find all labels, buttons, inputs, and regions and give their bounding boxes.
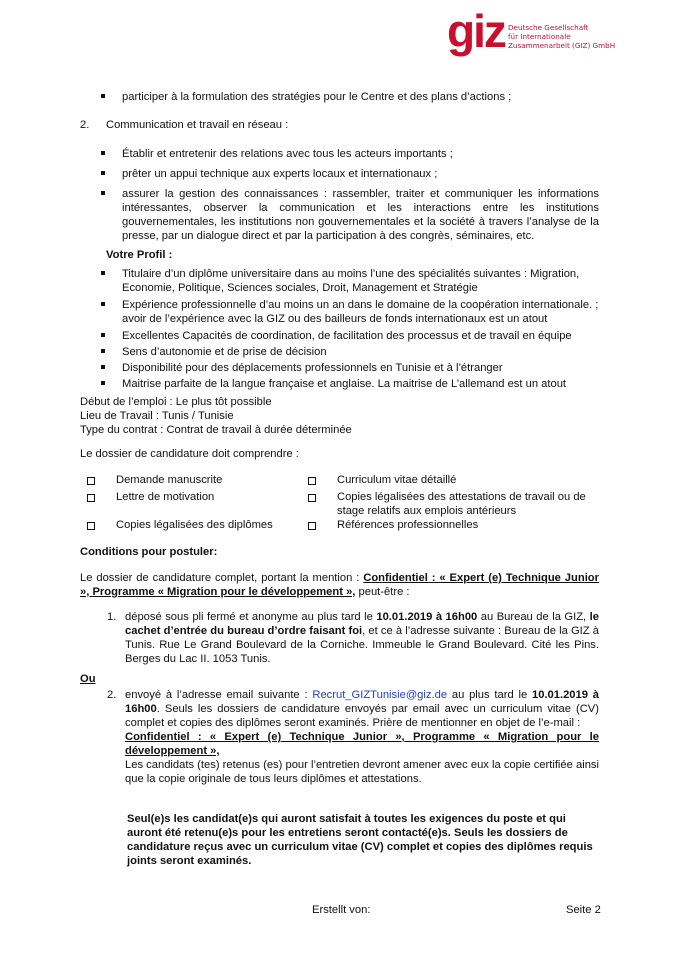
top-bullet-list — [97, 90, 597, 108]
email-link[interactable]: Recrut_GIZTunisie@giz.de — [312, 689, 448, 701]
list-item: Disponibilité pour des déplacements professionnels en Tunisie et à l’étranger — [97, 361, 607, 375]
or-label: Ou — [80, 673, 96, 685]
job-contract-type: Type du contrat : Contrat de travail à durée déterminée — [80, 424, 352, 436]
giz-logo — [447, 5, 662, 57]
checkbox-icon — [87, 477, 95, 485]
job-location: Lieu de Travail : Tunis / Tunisie — [80, 410, 234, 422]
item-2-text: envoyé à l’adresse email suivante : Recrut_GIZTunisie@giz.de au plus tard le 10.01.2019 à 16h00. Seuls les dossiers de candidature envoyés par email avec un curriculum vitae (CV) complet et copies des diplômes seront examinés. Prière de mentionner en objet de l’e-mail : Confidentiel : « Expert (e) Technique Junior », Programme « Migration pour le développement », Les candidats (tes) retenus (es) pour l’entretien devront amener avec eux la copie certifiée ainsi que la copie originale de tous leurs diplômes et attestations. — [125, 689, 599, 785]
section-2-title: Communication et travail en réseau : — [106, 119, 289, 131]
checkbox-icon — [87, 522, 95, 530]
list-item: Sens d’autonomie et de prise de décision — [97, 345, 607, 359]
section-2-number: 2. — [80, 119, 90, 131]
list-item: Expérience professionnelle d’au moins un an dans le domaine de la coopération internationale. ; avoir de l’expérience avec la GIZ ou des bailleurs de fonds internationaux est un atout — [97, 298, 607, 326]
dossier-item: Copies légalisées des diplômes — [116, 519, 273, 531]
profile-title: Votre Profil : — [106, 249, 173, 261]
list-item: Maitrise parfaite de la langue française et anglaise. La maitrise de L’allemand est un atout — [97, 377, 607, 391]
confidential-mention-email: Confidentiel : « Expert (e) Technique Junior », Programme « Migration pour le développement », — [125, 731, 599, 757]
footer-page-number: Seite 2 — [566, 904, 601, 916]
job-info — [80, 395, 352, 437]
conditions-intro: Le dossier de candidature complet, portant la mention : Confidentiel : « Expert (e) Technique Junior », Programme « Migration pour le développement », peut-être : — [80, 572, 599, 598]
profile-bullets — [97, 267, 607, 395]
dossier-item: Copies légalisées des attestations de travail ou de stage relatifs aux emplois antérieurs — [337, 491, 586, 517]
giz-logo-text: Deutsche Gesellschaft für Internationale Zusammenarbeit (GIZ) GmbH — [508, 23, 616, 50]
dossier-item: Demande manuscrite — [116, 474, 223, 486]
dossier-item: Curriculum vitae détaillé — [337, 474, 457, 486]
item-1-text: déposé sous pli fermé et anonyme au plus tard le 10.01.2019 à 16h00 au Bureau de la GIZ, le cachet d’entrée du bureau d’ordre faisant foi, et ce à l’adresse suivante : Bureau de la GIZ à Tunis. Rue Le Grand Boulevard de la Corniche. Immeuble le Grand Boulevard. Cité les Pins. Berges du Lac II. 1053 Tunis. — [125, 611, 600, 665]
footer-created-by: Erstellt von: — [312, 904, 371, 916]
section-2-bullets — [97, 147, 599, 247]
list-item: prêter un appui technique aux experts locaux et internationaux ; — [97, 167, 599, 181]
list-item: Excellentes Capacités de coordination, de facilitation des processus et de travail en équipe — [97, 329, 607, 343]
item-2-number: 2. — [107, 689, 117, 701]
confidential-mention: Confidentiel : « Expert (e) Technique Junior », Programme « Migration pour le développement », — [80, 572, 599, 598]
conditions-title: Conditions pour postuler: — [80, 546, 218, 558]
dossier-item: Références professionnelles — [337, 519, 479, 531]
giz-logo-mark: giz — [447, 5, 505, 57]
list-item: Établir et entretenir des relations avec tous les acteurs importants ; — [97, 147, 599, 161]
dossier-item: Lettre de motivation — [116, 491, 215, 503]
checkbox-icon — [87, 494, 95, 502]
item-1-number: 1. — [107, 611, 117, 623]
list-item: participer à la formulation des stratégies pour le Centre et des plans d’actions ; — [97, 90, 597, 104]
job-start: Début de l’emploi : Le plus tôt possible — [80, 396, 272, 408]
checkbox-icon — [308, 522, 316, 530]
checkbox-icon — [308, 477, 316, 485]
list-item: Titulaire d’un diplôme universitaire dans au moins l’une des spécialités suivantes : Migration, Economie, Politique, Sciences sociales, Droit, Management et Stratégie — [97, 267, 607, 295]
dossier-intro: Le dossier de candidature doit comprendre : — [80, 448, 299, 460]
checkbox-icon — [308, 494, 316, 502]
final-note: Seul(e)s les candidat(e)s qui auront satisfait à toutes les exigences du poste et qui auront été retenu(e)s pour les entretiens seront contacté(e)s. Seuls les dossiers de candidature reçus avec un curriculum vitae (CV) complet et copies des diplômes requis joints seront examinés. — [127, 813, 593, 867]
list-item: assurer la gestion des connaissances : rassembler, traiter et communiquer les informations intéressantes, observer la communication et les interactions entre les institutions gouvernementales, les institutions non gouvernementales et la société à travers l’analyse de la presse, par un dialogue direct et par la participation à des congrès, séminaires, etc. — [97, 187, 599, 243]
